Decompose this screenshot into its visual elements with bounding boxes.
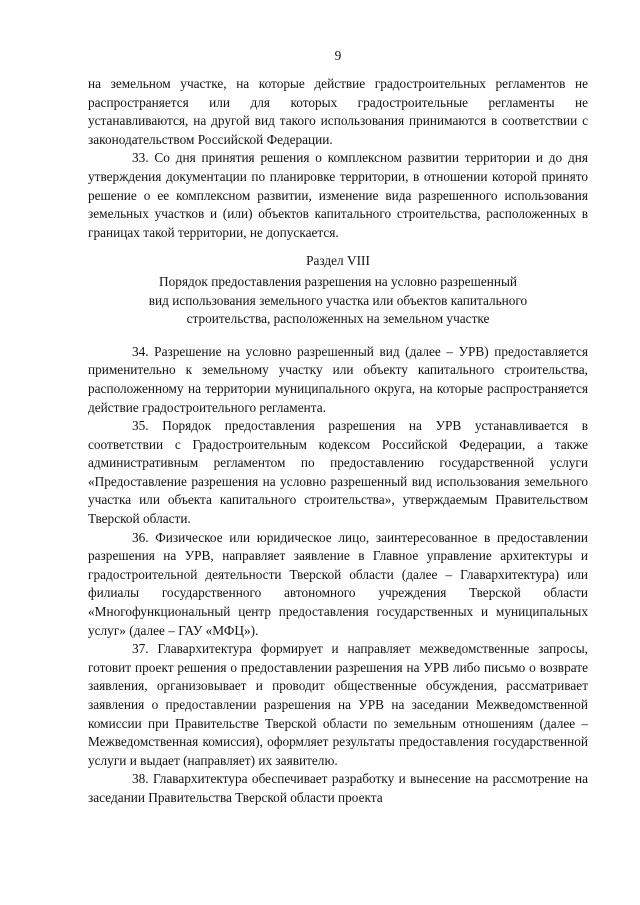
page-number: 9 [334, 48, 342, 63]
paragraphs-after [88, 343, 588, 808]
section-heading-line: Порядок предоставления разрешения на условно разрешенный [158, 273, 518, 289]
paragraph: на земельном участке, на которые действие градостроительных регламентов не распространяется или для которых градостроительные регламенты не устанавливаются, на другой вид такого использования принимаются в соответствии с законодательством Российской Федерации. [88, 76, 588, 147]
paragraph-33: 33. Со дня принятия решения о комплексном развитии территории и до дня утверждения документации по планировке территории, в отношении которой принято решение о ее комплексном развитии, изменение вида разрешенного использования земельных участков и (или) объектов капитального строительства, расположенных в границах такой территории, не допускается. [88, 150, 588, 240]
paragraph-35: 35. Порядок предоставления разрешения на УРВ устанавливается в соответствии с Градостроительным кодексом Российской Федерации, а также административным регламентом по предоставлению государственной услуги «Предоставление разрешения на условно разрешенный вид использования земельного участка или объекта капитального строительства», утверждаемым Правительством Тверской области. [88, 418, 588, 527]
paragraph-37: 37. Главархитектура формирует и направляет межведомственные запросы, готовит проект решения о предоставлении разрешения на УРВ либо письмо о возврате заявления, организовывает и проводит общественные обсуждения, рассматривает заявления о предоставлении разрешения на УРВ на заседании Межведомственной комиссии при Правительстве Тверской области по земельным отношениям (далее – Межведомственная комиссия), оформляет результаты предоставления государственной услуги и выдает (направляет) их заявителю. [88, 641, 588, 768]
paragraph-36: 36. Физическое или юридическое лицо, заинтересованное в предоставлении разрешения на УРВ, направляет заявление в Главное управление архитектуры и градостроительной деятельности Тверской области (далее – Главархитектура) или филиалы государственного автономного учреждения Тверской области «Многофункциональный центр предоставления государственных и муниципальных услуг» (далее – ГАУ «МФЦ»). [88, 529, 588, 638]
section-heading-line: строительства, расположенных на земельном участке [186, 311, 490, 327]
section-title: Раздел VIII [306, 253, 370, 269]
paragraph-38: 38. Главархитектура обеспечивает разработку и вынесение на рассмотрение на заседании Правительства Тверской области проекта [88, 771, 588, 805]
paragraph-34: 34. Разрешение на условно разрешенный вид (далее – УРВ) предоставляется применительно к земельному участку или объекту капитального строительства, расположенному на территории муниципального округа, на которые распространяется действие градостроительного регламента. [88, 343, 588, 415]
paragraphs-before [88, 75, 588, 242]
section-header [88, 252, 588, 328]
section-heading-line: вид использования земельного участка или объектов капитального [148, 292, 528, 308]
